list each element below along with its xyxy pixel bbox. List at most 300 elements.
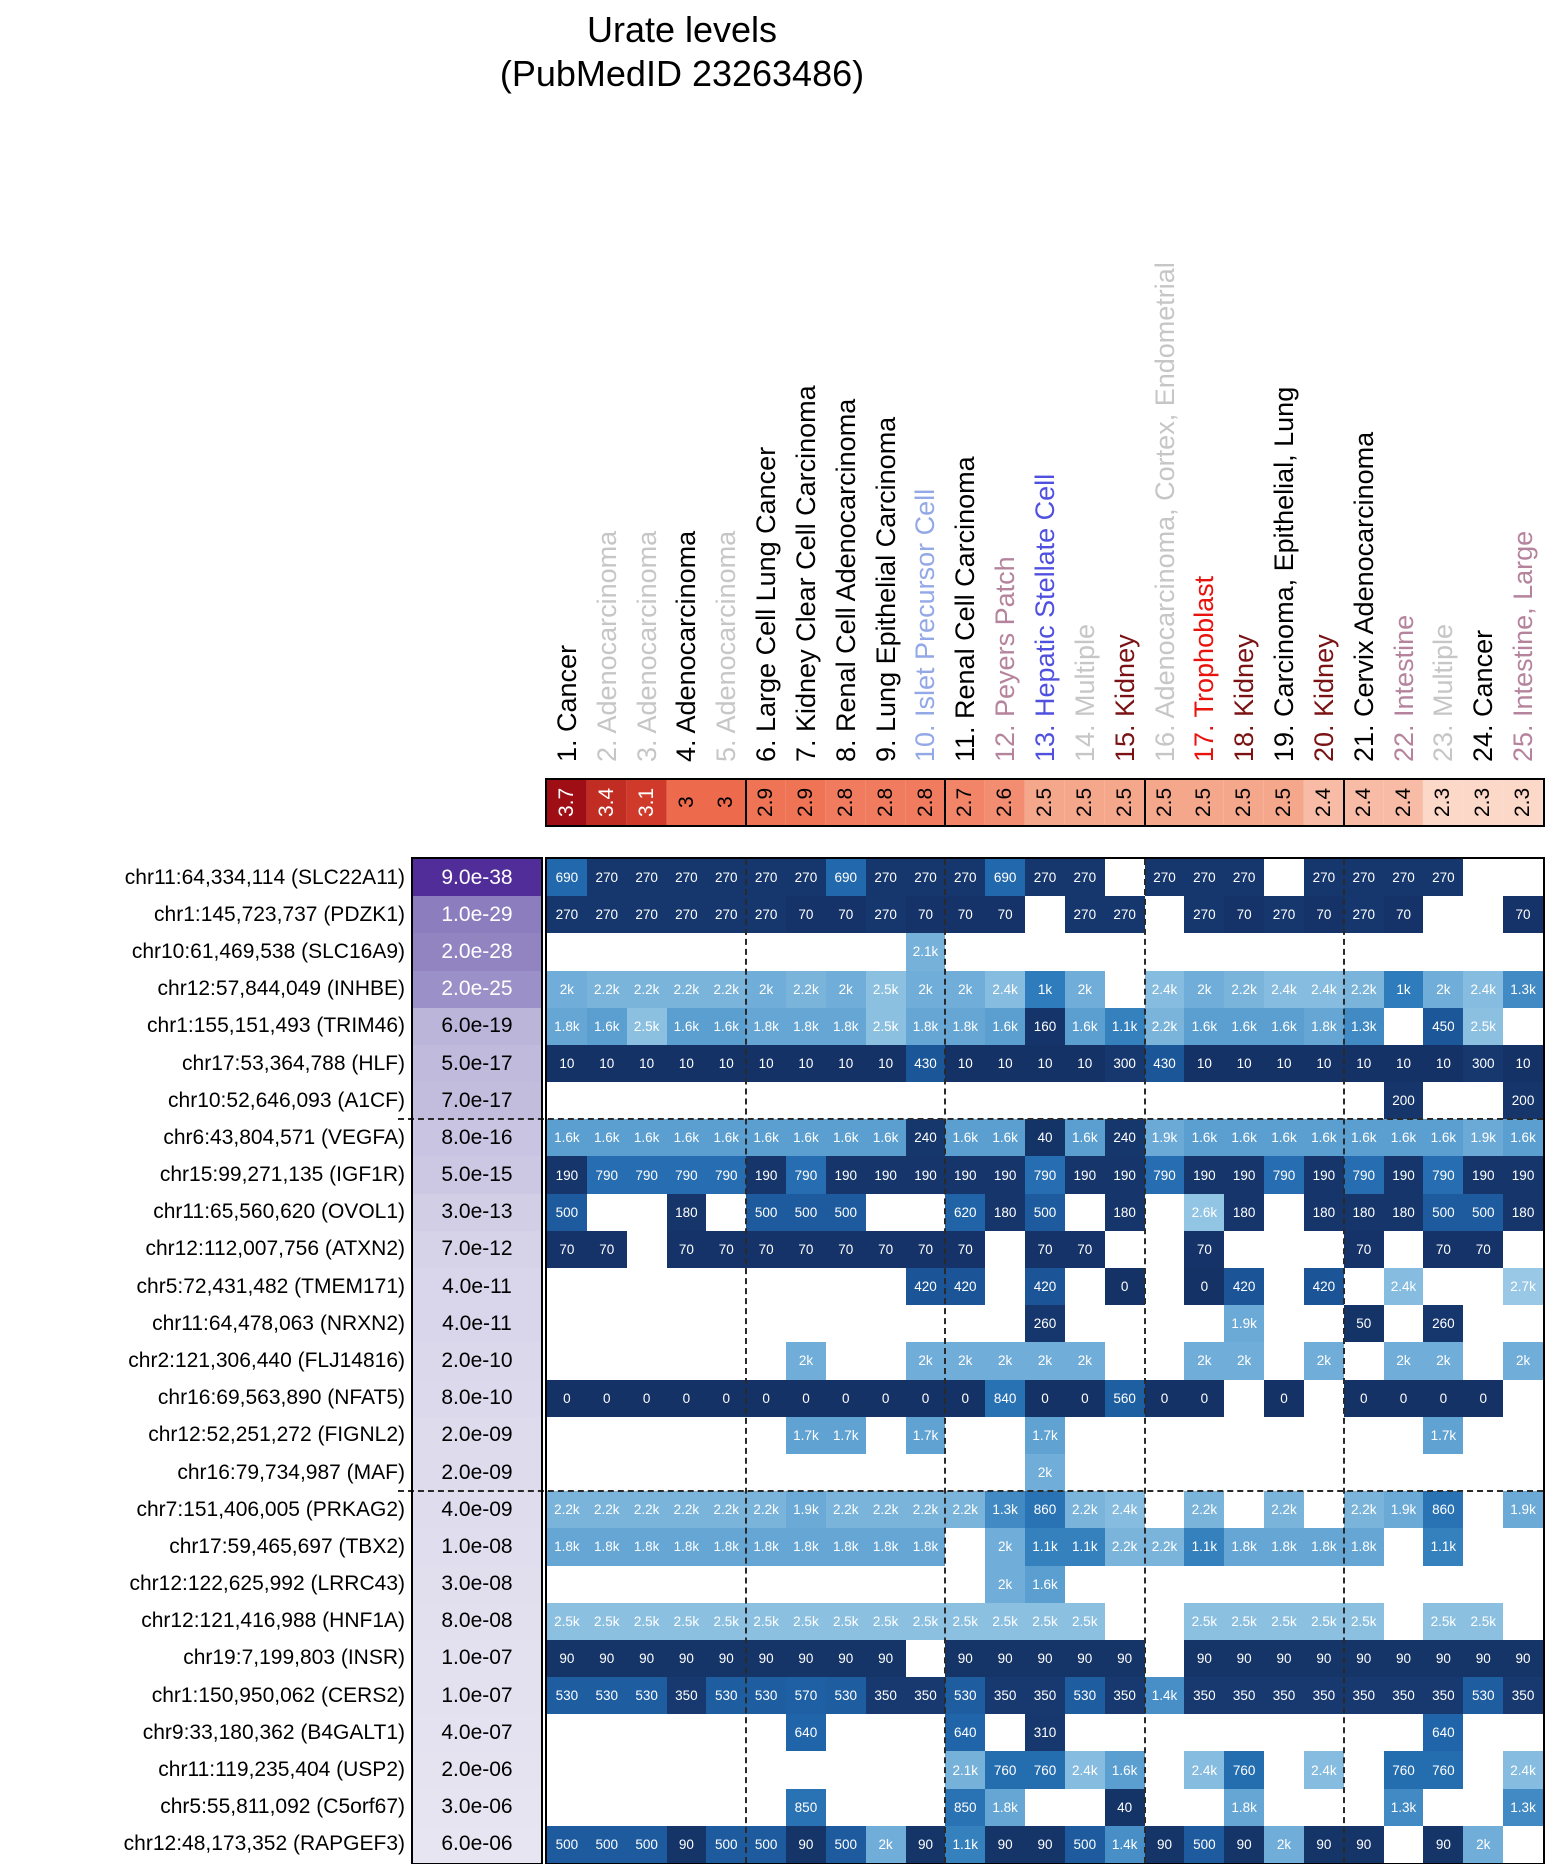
matrix-cell: 2.2k [945,1491,985,1528]
matrix-cell: 420 [945,1268,985,1305]
matrix-cell: 70 [786,896,826,933]
matrix-cell: 2.5k [627,1603,667,1640]
matrix-cell: 500 [587,1826,627,1863]
matrix-cell: 350 [1384,1677,1424,1714]
matrix-cell: 500 [1025,1194,1065,1231]
matrix-cell: 2.2k [706,1491,746,1528]
scale-value: 3 [674,796,698,809]
pvalue-cell: 2.0e-25 [413,971,541,1008]
matrix-cell: 2.2k [667,1491,707,1528]
matrix-cell: 1.8k [1264,1528,1304,1565]
matrix-cell: 2.2k [826,1491,866,1528]
matrix-cell: 350 [985,1677,1025,1714]
matrix-cell: 0 [627,1380,667,1417]
column-header: 13. Hepatic Stellate Cell [1030,473,1060,762]
matrix-cell: 500 [746,1194,786,1231]
column-header: 9. Lung Epithelial Carcinoma [870,416,901,762]
pvalue-cell: 4.0e-07 [413,1714,541,1751]
matrix-cell: 1.4k [1145,1677,1185,1714]
matrix-cell: 530 [587,1677,627,1714]
matrix-cell: 90 [1224,1826,1264,1863]
matrix-cell: 180 [1105,1194,1145,1231]
matrix-cell: 270 [1065,896,1105,933]
matrix-cell: 2k [1463,1826,1503,1863]
column-header: 25. Intestine, Large [1508,530,1539,762]
matrix-cell: 640 [945,1714,985,1751]
row-label: chr12:121,416,988 (HNF1A) [141,1609,405,1633]
matrix-cell: 90 [667,1826,707,1863]
matrix-cell: 1.8k [945,1008,985,1045]
matrix-cell: 270 [1304,859,1344,896]
matrix-cell: 2.5k [1065,1603,1105,1640]
matrix-cell: 1.1k [1025,1528,1065,1565]
matrix-cell: 1.8k [786,1528,826,1565]
matrix-cell: 190 [985,1156,1025,1193]
matrix-cell: 2k [945,1342,985,1379]
matrix-cell: 1.6k [1264,1119,1304,1156]
matrix-cell: 500 [547,1194,587,1231]
matrix-cell: 70 [706,1231,746,1268]
matrix-cell: 2.1k [945,1751,985,1788]
scale-value: 2.5 [1192,787,1216,818]
matrix-cell: 1.6k [1184,1119,1224,1156]
matrix-cell: 2.2k [587,1491,627,1528]
matrix-cell: 790 [1423,1156,1463,1193]
matrix-cell: 70 [906,1231,946,1268]
matrix-cell: 0 [1344,1380,1384,1417]
matrix-cell: 0 [547,1380,587,1417]
column-group-separator [944,859,946,1863]
matrix-cell: 90 [1463,1640,1503,1677]
column-header: 17. Trophoblast [1189,575,1220,762]
matrix-cell: 2k [826,971,866,1008]
matrix-cell: 190 [866,1156,906,1193]
matrix-cell: 350 [906,1677,946,1714]
matrix-cell: 2k [1304,1342,1344,1379]
row-label: chr2:121,306,440 (FLJ14816) [128,1348,405,1372]
scale-cell [866,780,906,825]
matrix-cell: 760 [1224,1751,1264,1788]
column-group-separator [745,859,747,1863]
matrix-cell: 1.6k [667,1119,707,1156]
column-header: 16. Adenocarcinoma, Cortex, Endometrial [1149,262,1180,762]
matrix-cell: 1.8k [667,1528,707,1565]
pvalue-cell: 8.0e-16 [413,1119,541,1156]
matrix-cell: 90 [866,1640,906,1677]
matrix-cell: 2k [1423,1342,1463,1379]
scale-value: 2.5 [1032,787,1056,818]
matrix-cell: 1.4k [1105,1826,1145,1863]
matrix-cell: 270 [1384,859,1424,896]
matrix-cell: 2k [1025,1342,1065,1379]
column-header: 12. Peyers Patch [990,556,1021,762]
scale-value: 3.1 [634,787,658,818]
matrix-cell: 190 [1463,1156,1503,1193]
matrix-cell: 70 [826,1231,866,1268]
matrix-cell: 90 [1065,1640,1105,1677]
scale-value: 2.9 [754,787,778,818]
row-label: chr10:61,469,538 (SLC16A9) [131,939,405,963]
matrix-cell: 0 [866,1380,906,1417]
matrix-cell: 190 [1105,1156,1145,1193]
matrix-cell: 10 [547,1045,587,1082]
matrix-cell: 70 [667,1231,707,1268]
scale-group-divider [745,780,747,825]
matrix-cell: 270 [1145,859,1185,896]
matrix-cell: 500 [1423,1194,1463,1231]
matrix-cell: 10 [706,1045,746,1082]
row-label: chr10:52,646,093 (A1CF) [168,1088,405,1112]
column-group-separator [1343,859,1345,1863]
matrix-cell: 70 [1304,896,1344,933]
matrix-cell: 500 [706,1826,746,1863]
matrix-cell: 70 [587,1231,627,1268]
matrix-cell: 0 [587,1380,627,1417]
matrix-cell: 0 [706,1380,746,1417]
matrix-cell: 350 [866,1677,906,1714]
matrix-cell: 70 [945,1231,985,1268]
matrix-cell: 10 [587,1045,627,1082]
chart-subtitle: (PubMedID 23263486) [499,53,865,94]
matrix-cell: 350 [1304,1677,1344,1714]
matrix-cell: 500 [627,1826,667,1863]
matrix-cell: 10 [1503,1045,1543,1082]
matrix-cell: 1.6k [706,1008,746,1045]
pvalue-cell: 3.0e-08 [413,1566,541,1603]
matrix-cell: 70 [866,1231,906,1268]
pvalue-cell: 1.0e-07 [413,1640,541,1677]
matrix-cell: 190 [746,1156,786,1193]
matrix-cell: 10 [866,1045,906,1082]
matrix-cell: 70 [1184,1231,1224,1268]
matrix-cell: 2.5k [1463,1008,1503,1045]
row-label: chr1:145,723,737 (PDZK1) [154,902,405,926]
matrix-cell: 2.4k [1463,971,1503,1008]
matrix-cell: 690 [547,859,587,896]
matrix-cell: 310 [1025,1714,1065,1751]
matrix-cell: 90 [1184,1640,1224,1677]
pvalue-cell: 4.0e-11 [413,1305,541,1342]
matrix-cell: 10 [1065,1045,1105,1082]
scale-value: 2.7 [953,787,977,818]
scale-cell [1344,780,1384,825]
matrix-cell: 1.6k [826,1119,866,1156]
matrix-cell: 2.2k [587,971,627,1008]
matrix-cell: 1.8k [786,1008,826,1045]
matrix-cell: 1.7k [826,1417,866,1454]
matrix-cell: 2.5k [985,1603,1025,1640]
matrix-cell: 10 [826,1045,866,1082]
matrix-cell: 1.6k [1304,1119,1344,1156]
matrix-cell: 190 [826,1156,866,1193]
matrix-cell: 2.5k [706,1603,746,1640]
matrix-cell: 10 [945,1045,985,1082]
matrix-cell: 10 [1025,1045,1065,1082]
matrix-cell: 90 [1304,1640,1344,1677]
matrix-cell: 2k [1423,971,1463,1008]
matrix-cell: 2.5k [667,1603,707,1640]
matrix-cell: 1.6k [1224,1008,1264,1045]
matrix-cell: 2.4k [1384,1268,1424,1305]
scale-cell [985,780,1025,825]
matrix-cell: 2.4k [1065,1751,1105,1788]
matrix-cell: 1.1k [945,1826,985,1863]
matrix-cell: 90 [1145,1826,1185,1863]
matrix-cell: 0 [667,1380,707,1417]
matrix-cell: 90 [547,1640,587,1677]
column-header: 18. Kidney [1229,634,1260,762]
matrix-cell: 270 [627,896,667,933]
matrix-cell: 2.5k [1184,1603,1224,1640]
scale-group-divider [944,780,946,825]
matrix-cell: 0 [1384,1380,1424,1417]
column-header: 6. Large Cell Lung Cancer [751,446,782,762]
pvalue-cell: 5.0e-17 [413,1045,541,1082]
matrix-cell: 1.6k [1184,1008,1224,1045]
row-label: chr16:79,734,987 (MAF) [177,1460,405,1484]
matrix-cell: 500 [746,1826,786,1863]
matrix-cell: 2.2k [1264,1491,1304,1528]
column-group-separator [1144,859,1146,1863]
matrix-cell: 10 [786,1045,826,1082]
matrix-cell: 790 [706,1156,746,1193]
matrix-cell: 270 [1025,859,1065,896]
matrix-cell: 1.6k [985,1119,1025,1156]
matrix-cell: 70 [746,1231,786,1268]
scale-value: 2.5 [1272,787,1296,818]
column-header: 11. Renal Cell Carcinoma [950,456,981,762]
matrix-cell: 1.6k [667,1008,707,1045]
matrix-cell: 350 [1344,1677,1384,1714]
row-group-separator [398,1490,1543,1492]
matrix-cell: 70 [1503,896,1543,933]
matrix-cell: 300 [1105,1045,1145,1082]
matrix-cell: 2.2k [706,971,746,1008]
matrix-cell: 2.4k [1304,971,1344,1008]
matrix-cell: 70 [985,896,1025,933]
matrix-cell: 70 [786,1231,826,1268]
matrix-cell: 270 [786,859,826,896]
matrix-cell: 450 [1423,1008,1463,1045]
matrix-cell: 270 [1344,859,1384,896]
matrix-cell: 1.3k [1503,971,1543,1008]
column-header: 2. Adenocarcinoma [591,530,622,762]
matrix-cell: 90 [786,1640,826,1677]
matrix-cell: 270 [906,859,946,896]
matrix-cell: 50 [1344,1305,1384,1342]
matrix-cell: 790 [587,1156,627,1193]
row-label: chr6:43,804,571 (VEGFA) [163,1125,405,1149]
matrix-cell: 70 [1463,1231,1503,1268]
column-header: 24. Cancer [1468,629,1499,762]
pvalue-cell: 4.0e-11 [413,1268,541,1305]
matrix-cell: 500 [1184,1826,1224,1863]
scale-value: 2.8 [913,787,937,818]
matrix-cell: 0 [906,1380,946,1417]
scale-value: 2.8 [833,787,857,818]
matrix-cell: 90 [985,1640,1025,1677]
matrix-cell: 270 [1184,896,1224,933]
matrix-cell: 350 [1184,1677,1224,1714]
matrix-cell: 1.7k [906,1417,946,1454]
matrix-cell: 270 [587,896,627,933]
pvalue-cell: 1.0e-29 [413,896,541,933]
matrix-cell: 1.8k [866,1528,906,1565]
matrix-cell: 2.2k [1344,1491,1384,1528]
matrix-cell: 2.2k [1224,971,1264,1008]
pvalue-cell: 2.0e-09 [413,1454,541,1491]
matrix-cell: 2.5k [1025,1603,1065,1640]
matrix-cell: 190 [1224,1156,1264,1193]
matrix-cell: 90 [906,1826,946,1863]
scale-value: 2.5 [1152,787,1176,818]
matrix-cell: 270 [706,859,746,896]
matrix-cell: 530 [1463,1677,1503,1714]
row-label: chr1:150,950,062 (CERS2) [151,1683,405,1707]
matrix-cell: 2.2k [1184,1491,1224,1528]
matrix-cell: 270 [667,896,707,933]
matrix-cell: 180 [1304,1194,1344,1231]
pvalue-cell: 2.0e-09 [413,1417,541,1454]
matrix-cell: 760 [1025,1751,1065,1788]
scale-cell [826,780,866,825]
scale-value: 3 [714,796,738,809]
matrix-cell: 1.8k [826,1528,866,1565]
matrix-cell: 2.5k [587,1603,627,1640]
matrix-cell: 270 [1065,859,1105,896]
matrix-cell: 2k [985,1528,1025,1565]
scale-cell [1025,780,1065,825]
matrix-cell: 430 [1145,1045,1185,1082]
scale-cell [1224,780,1264,825]
matrix-cell: 2.5k [746,1603,786,1640]
matrix-cell: 10 [746,1045,786,1082]
matrix-cell: 1.6k [706,1119,746,1156]
matrix-cell: 2k [906,971,946,1008]
matrix-cell: 1.8k [547,1008,587,1045]
matrix-cell: 1.6k [1065,1008,1105,1045]
matrix-cell: 240 [1105,1119,1145,1156]
column-header: 5. Adenocarcinoma [711,530,742,762]
row-label: chr11:64,478,063 (NRXN2) [152,1311,405,1335]
matrix-cell: 2.5k [906,1603,946,1640]
matrix-cell: 1.8k [547,1528,587,1565]
scale-cell [1423,780,1463,825]
matrix-cell: 190 [1184,1156,1224,1193]
matrix-cell: 2.5k [1304,1603,1344,1640]
matrix-cell: 1.8k [1224,1528,1264,1565]
matrix-cell: 190 [1384,1156,1424,1193]
matrix-cell: 0 [746,1380,786,1417]
matrix-cell: 0 [826,1380,866,1417]
matrix-cell: 560 [1105,1380,1145,1417]
matrix-cell: 190 [906,1156,946,1193]
matrix-cell: 1.6k [547,1119,587,1156]
matrix-cell: 1.8k [985,1789,1025,1826]
matrix-cell: 1.6k [1423,1119,1463,1156]
pvalue-cell: 4.0e-09 [413,1491,541,1528]
matrix-cell: 690 [826,859,866,896]
matrix-cell: 2.5k [1463,1603,1503,1640]
matrix-cell: 2k [1503,1342,1543,1379]
matrix-cell: 850 [786,1789,826,1826]
matrix-cell: 500 [826,1194,866,1231]
scale-value: 2.3 [1511,787,1535,818]
matrix-cell: 70 [945,896,985,933]
scale-value: 2.4 [1391,787,1415,818]
scale-value: 2.5 [1072,787,1096,818]
matrix-cell: 90 [1025,1640,1065,1677]
column-header: 1. Cancer [551,644,582,762]
matrix-cell: 2.5k [866,971,906,1008]
matrix-cell: 690 [985,859,1025,896]
matrix-cell: 1k [1384,971,1424,1008]
scale-value: 3.4 [594,787,618,818]
matrix-cell: 760 [1423,1751,1463,1788]
scale-value: 2.6 [993,787,1017,818]
matrix-cell: 0 [786,1380,826,1417]
matrix-cell: 260 [1423,1305,1463,1342]
matrix-cell: 2.2k [906,1491,946,1528]
matrix-cell: 90 [1264,1640,1304,1677]
matrix-cell: 530 [627,1677,667,1714]
matrix-cell: 1.6k [1344,1119,1384,1156]
pvalue-cell: 3.0e-06 [413,1789,541,1826]
matrix-cell: 180 [1503,1194,1543,1231]
matrix-cell: 70 [1025,1231,1065,1268]
scale-value: 2.4 [1351,787,1375,818]
matrix-cell: 1.9k [1463,1119,1503,1156]
matrix-cell: 300 [1463,1045,1503,1082]
matrix-cell: 1.8k [1304,1008,1344,1045]
matrix-cell: 90 [587,1640,627,1677]
matrix-cell: 90 [627,1640,667,1677]
matrix-cell: 530 [547,1677,587,1714]
matrix-cell: 160 [1025,1008,1065,1045]
row-label: chr12:122,625,992 (LRRC43) [129,1572,405,1596]
scale-group-divider [1343,780,1345,825]
pvalue-cell: 9.0e-38 [413,859,541,896]
matrix-cell: 2.4k [1304,1751,1344,1788]
scale-cell [587,780,627,825]
matrix-cell: 2.4k [1264,971,1304,1008]
matrix-cell: 1.3k [1384,1789,1424,1826]
matrix-cell: 2.5k [1264,1603,1304,1640]
matrix-cell: 2.2k [866,1491,906,1528]
matrix-cell: 1.8k [746,1008,786,1045]
scale-cell [706,780,746,825]
matrix-cell: 270 [1423,859,1463,896]
pvalue-cell: 8.0e-10 [413,1380,541,1417]
matrix-cell: 2k [1264,1826,1304,1863]
column-header: 20. Kidney [1308,634,1339,762]
matrix-cell: 1.9k [1503,1491,1543,1528]
scale-cell [1503,780,1543,825]
matrix-cell: 2.4k [1503,1751,1543,1788]
matrix-cell: 1.1k [1423,1528,1463,1565]
matrix-cell: 2.5k [547,1603,587,1640]
scale-cell [786,780,826,825]
column-header: 4. Adenocarcinoma [671,530,702,762]
matrix-cell: 10 [1423,1045,1463,1082]
matrix-cell: 420 [1025,1268,1065,1305]
matrix-cell: 1.6k [985,1008,1025,1045]
matrix-cell: 500 [1463,1194,1503,1231]
matrix-cell: 190 [547,1156,587,1193]
matrix-cell: 2.6k [1184,1194,1224,1231]
matrix-cell: 10 [627,1045,667,1082]
matrix-cell: 1.6k [1264,1008,1304,1045]
